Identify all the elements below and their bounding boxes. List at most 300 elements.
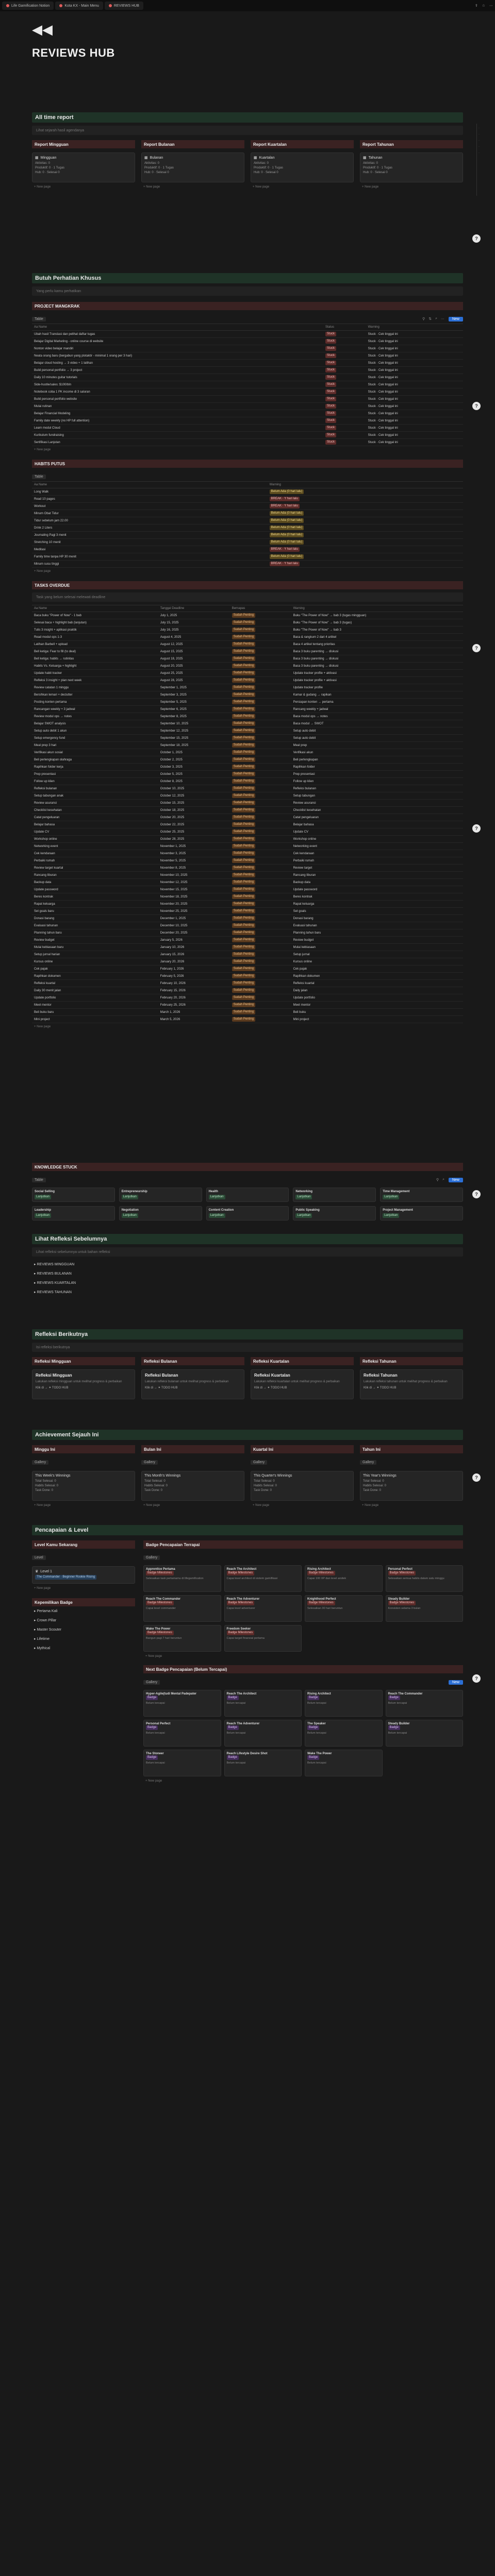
rail-item[interactable]: ·: [478, 127, 480, 130]
table-row[interactable]: [32, 561, 463, 568]
row-name: Belajar Digital Marketing - online course di website: [32, 338, 323, 345]
card-title: Refleksi Bulanan: [145, 1373, 178, 1378]
card-title: Mingguan: [40, 156, 57, 160]
table-row[interactable]: [32, 410, 463, 417]
report-card[interactable]: [32, 152, 135, 182]
toggle-item[interactable]: [32, 1606, 135, 1616]
toggle-label: REVIEWS MINGGUAN: [37, 1263, 75, 1266]
row-warning: Checklist kesehatan: [291, 807, 463, 814]
row-tag-cell: [230, 843, 291, 850]
row-warning: Setup auto debit: [291, 727, 463, 735]
rail-item[interactable]: ·: [478, 151, 480, 155]
toggle-item[interactable]: ▸ REVIEWS KUARTALAN: [34, 1281, 76, 1285]
table-row[interactable]: [32, 634, 463, 641]
badge-card[interactable]: [224, 1595, 302, 1622]
browser-tab[interactable]: [55, 2, 103, 10]
table-row[interactable]: [32, 1016, 463, 1023]
priority-badge: Sudah Penting: [232, 692, 255, 697]
view-tab[interactable]: Table: [32, 474, 46, 479]
row-name: Kursus online: [32, 958, 158, 965]
table-row[interactable]: [32, 612, 463, 619]
table-row[interactable]: [32, 1002, 463, 1009]
star-icon[interactable]: ☆: [482, 4, 485, 8]
table-row[interactable]: [32, 713, 463, 720]
table-row[interactable]: [32, 655, 463, 663]
help-button[interactable]: ?: [472, 234, 481, 243]
new-button[interactable]: New: [449, 317, 463, 321]
table-row[interactable]: [32, 720, 463, 727]
report-card[interactable]: [141, 152, 244, 182]
table-row[interactable]: [32, 648, 463, 655]
row-warning: Networking event: [291, 843, 463, 850]
viewbar: [32, 1458, 135, 1467]
new-button[interactable]: New: [449, 1680, 463, 1685]
column-header[interactable]: Bernapas: [230, 605, 291, 612]
table-row[interactable]: [32, 396, 463, 403]
knowledge-card[interactable]: [32, 1206, 115, 1221]
card-link[interactable]: Klik di → ✦ TODO HUB: [254, 1386, 287, 1390]
view-tab[interactable]: Gallery: [141, 1460, 158, 1465]
achievement-card[interactable]: [141, 1471, 244, 1501]
priority-badge: Sudah Penting: [232, 894, 255, 899]
achievement-card[interactable]: [251, 1471, 354, 1501]
table-row[interactable]: [32, 488, 463, 496]
table-row[interactable]: [32, 496, 463, 503]
search-icon[interactable]: ⌕: [435, 317, 437, 320]
badge-desc: Belum tercapai: [226, 1732, 246, 1735]
row-warning: Verifikasi akun: [291, 749, 463, 756]
knowledge-card[interactable]: [380, 1206, 463, 1221]
browser-tab[interactable]: [2, 2, 54, 10]
new-page-button[interactable]: + New page: [145, 1780, 162, 1783]
table-row[interactable]: [32, 857, 463, 865]
card-link[interactable]: Klik di → ✦ TODO HUB: [145, 1386, 178, 1390]
help-button[interactable]: ?: [472, 1190, 481, 1198]
card-link[interactable]: Klik di → ✦ TODO HUB: [36, 1386, 69, 1390]
table-row[interactable]: [32, 771, 463, 778]
new-button[interactable]: New: [449, 1178, 463, 1182]
table-row[interactable]: [32, 879, 463, 886]
report-card[interactable]: [360, 152, 463, 182]
column-header[interactable]: Warning: [268, 482, 463, 488]
new-page-button[interactable]: + New page: [34, 570, 51, 573]
table-row[interactable]: [32, 886, 463, 893]
table-row[interactable]: [32, 439, 463, 446]
table-row[interactable]: [32, 929, 463, 937]
help-button[interactable]: ?: [472, 1473, 481, 1482]
achievement-card[interactable]: [32, 1471, 135, 1501]
badge-card[interactable]: [305, 1720, 383, 1747]
badge-card[interactable]: [143, 1720, 221, 1747]
priority-badge: Sudah Penting: [232, 1017, 255, 1022]
table-row[interactable]: [32, 331, 463, 338]
table-row[interactable]: [32, 908, 463, 915]
new-page-button[interactable]: + New page: [145, 1655, 162, 1658]
view-tab[interactable]: Gallery: [251, 1460, 267, 1465]
table-row[interactable]: [32, 994, 463, 1002]
badge-card[interactable]: [143, 1595, 221, 1622]
row-tag-cell: [230, 980, 291, 987]
table-row[interactable]: [32, 517, 463, 524]
table-row[interactable]: [32, 836, 463, 843]
page-header: [32, 21, 463, 60]
priority-badge: Sudah Penting: [232, 613, 255, 618]
search-icon[interactable]: ⌕: [442, 1178, 444, 1181]
priority-badge: Sudah Penting: [232, 995, 255, 1000]
badge-card[interactable]: [305, 1565, 383, 1592]
column-header[interactable]: Warning: [366, 324, 463, 331]
badge-card[interactable]: [305, 1595, 383, 1622]
new-page-button[interactable]: + New page: [34, 448, 51, 451]
row-tag-cell: [230, 626, 291, 634]
table-row[interactable]: [32, 843, 463, 850]
badge-card[interactable]: [305, 1690, 383, 1717]
reflection-card[interactable]: [32, 1369, 135, 1399]
table-row[interactable]: [32, 800, 463, 807]
table-row[interactable]: [32, 965, 463, 973]
row-warning: Rapat keluarga: [291, 901, 463, 908]
new-page-button[interactable]: + New page: [143, 185, 160, 189]
level-header: Level Kamu Sekarang: [32, 1540, 135, 1549]
row-name: Tidur sebelum jam 22.00: [32, 517, 268, 524]
priority-badge: Sudah Penting: [232, 873, 255, 877]
table-row[interactable]: [32, 1009, 463, 1016]
new-page-button[interactable]: + New page: [34, 1504, 51, 1507]
help-button[interactable]: ?: [472, 824, 481, 833]
rail-item[interactable]: ·: [478, 139, 480, 142]
table-row[interactable]: [32, 922, 463, 929]
table-row[interactable]: [32, 807, 463, 814]
warning-badge: BREAK · Y hari lalu: [270, 504, 300, 509]
toggle-item[interactable]: [32, 1634, 135, 1643]
reflection-card[interactable]: [141, 1369, 244, 1399]
table-row[interactable]: [32, 532, 463, 539]
column-header[interactable]: Aa Name: [32, 482, 268, 488]
toggle-item[interactable]: [32, 1643, 135, 1653]
column-header[interactable]: Warning: [291, 605, 463, 612]
table-row[interactable]: [32, 865, 463, 872]
row-name: Selesai baca + highlight bab (lanjutan): [32, 619, 158, 626]
column-header[interactable]: Status: [323, 324, 366, 331]
table-row[interactable]: [32, 338, 463, 345]
view-tab[interactable]: Gallery: [360, 1460, 376, 1465]
more-icon[interactable]: ⋯: [489, 4, 493, 8]
help-button[interactable]: ?: [472, 644, 481, 652]
table-row[interactable]: [32, 915, 463, 922]
card-title: Social Selling: [35, 1190, 55, 1193]
table-row[interactable]: [32, 663, 463, 670]
new-page-button[interactable]: + New page: [34, 1025, 51, 1028]
view-tab[interactable]: Level: [32, 1555, 46, 1560]
row-name: Family date weekly (no HP full attention): [32, 417, 323, 425]
status-badge: Stuck: [325, 397, 336, 401]
priority-badge: Sudah Penting: [232, 714, 255, 719]
filter-icon[interactable]: ⚲: [422, 317, 425, 321]
table-row[interactable]: [32, 699, 463, 706]
row-warning: Stuck · Cek tinggal ini: [366, 410, 463, 417]
table-row[interactable]: [32, 539, 463, 546]
new-page-button[interactable]: + New page: [34, 1587, 51, 1590]
table-row[interactable]: [32, 735, 463, 742]
row-name: Workout: [32, 503, 268, 510]
badges-next-header: Next Badge Pencapaian (Belum Tercapai): [143, 1665, 463, 1673]
table-row[interactable]: [32, 706, 463, 713]
row-name: Review asuransi: [32, 800, 158, 807]
knowledge-card[interactable]: [119, 1206, 202, 1221]
row-name: Tulis 3 insight + aplikasi praktik: [32, 626, 158, 634]
help-button[interactable]: ?: [472, 1674, 481, 1683]
table-row[interactable]: [32, 417, 463, 425]
priority-badge: Sudah Penting: [232, 822, 255, 827]
achievement-card[interactable]: [360, 1471, 463, 1501]
knowledge-card[interactable]: [206, 1206, 289, 1221]
card-title: This Week's Winnings: [35, 1474, 71, 1478]
badge-card[interactable]: [224, 1720, 302, 1747]
toggle-item[interactable]: ▸ REVIEWS MINGGUAN: [34, 1263, 75, 1266]
view-tab[interactable]: Gallery: [143, 1555, 160, 1560]
priority-badge: Sudah Penting: [232, 887, 255, 892]
badge-card[interactable]: [143, 1690, 221, 1717]
badge-card[interactable]: [224, 1625, 302, 1652]
warning-badge: Belum Ada (0 hari lalu): [270, 526, 304, 530]
badge-card[interactable]: [143, 1565, 221, 1592]
table-row[interactable]: [32, 785, 463, 792]
priority-badge: Sudah Penting: [232, 974, 255, 978]
row-warning: Refleksi kuartal: [291, 980, 463, 987]
table-row[interactable]: [32, 367, 463, 374]
badge-tag: Badge Milestones: [307, 1601, 335, 1605]
row-tag-cell: [230, 814, 291, 821]
card-title: Level 1: [40, 1569, 52, 1573]
badge-card[interactable]: [386, 1690, 464, 1717]
badge-title: Personal Perfect: [388, 1568, 412, 1571]
view-tab[interactable]: Table: [32, 1178, 46, 1182]
table-row[interactable]: [32, 524, 463, 532]
table-row[interactable]: [32, 814, 463, 821]
column-header: Refleksi Mingguan: [32, 1357, 135, 1365]
knowledge-card[interactable]: [293, 1206, 376, 1221]
new-page-button[interactable]: + New page: [253, 185, 270, 189]
row-name: Beli perlengkapan olahraga: [32, 756, 158, 764]
table-row[interactable]: [32, 951, 463, 958]
row-tag-cell: [230, 742, 291, 749]
rail-item[interactable]: ·: [478, 133, 480, 136]
status-badge: Stuck: [325, 440, 336, 445]
toggle-item[interactable]: ▸ REVIEWS BULANAN: [34, 1272, 72, 1276]
table-row[interactable]: [32, 893, 463, 901]
badge-title: Reach The Adventurer: [226, 1722, 260, 1725]
share-icon[interactable]: ⇪: [474, 4, 478, 8]
row-name: Belajar cloud hosting → 3 video + 1 latihan: [32, 360, 323, 367]
row-date: July 16, 2025: [158, 626, 230, 634]
new-page-button[interactable]: + New page: [362, 185, 379, 189]
badge-desc: Belum tercapai: [226, 1702, 246, 1705]
row-warning-cell: [268, 561, 463, 568]
table-row[interactable]: [32, 403, 463, 410]
toggle-item[interactable]: [32, 1625, 135, 1634]
column-header[interactable]: Aa Name: [32, 605, 158, 612]
toggle-item[interactable]: ▸ REVIEWS TAHUNAN: [34, 1291, 72, 1294]
card-link[interactable]: Klik di → ✦ TODO HUB: [364, 1386, 397, 1390]
row-warning: Review target: [291, 865, 463, 872]
column-header[interactable]: Tanggal Deadline: [158, 605, 230, 612]
row-name: Mulai kebiasaan baru: [32, 944, 158, 951]
table-row[interactable]: [32, 987, 463, 994]
row-name: Follow up klien: [32, 778, 158, 785]
row-warning: Catat pengeluaran: [291, 814, 463, 821]
priority-badge: Sudah Penting: [232, 815, 255, 820]
row-tag-cell: [230, 655, 291, 663]
table-row[interactable]: [32, 670, 463, 677]
badge-title: Wake The Power: [307, 1752, 332, 1755]
table-row[interactable]: [32, 503, 463, 510]
table-row[interactable]: [32, 792, 463, 800]
new-page-button[interactable]: + New page: [143, 1504, 160, 1507]
view-tab[interactable]: Table: [32, 317, 46, 321]
table-row[interactable]: [32, 352, 463, 360]
row-warning: Baca & rangkum 2 dari 4 artikel: [291, 634, 463, 641]
row-name: Learn modul Cloud: [32, 425, 323, 432]
table-row[interactable]: [32, 742, 463, 749]
row-warning: Stuck · Cek tinggal ini: [366, 432, 463, 439]
badge-card[interactable]: [143, 1750, 221, 1776]
row-date: September 8, 2025: [158, 713, 230, 720]
table-row[interactable]: [32, 749, 463, 756]
badge-card[interactable]: [386, 1565, 464, 1592]
row-name: Belajar bahasa: [32, 821, 158, 828]
table-row[interactable]: [32, 691, 463, 699]
row-name: Refleksi kuartal: [32, 980, 158, 987]
card-lines: [35, 1479, 132, 1493]
table-row[interactable]: [32, 973, 463, 980]
table-row[interactable]: [32, 546, 463, 553]
knowledge-card[interactable]: [380, 1188, 463, 1202]
table-row[interactable]: [32, 641, 463, 648]
badge-card[interactable]: [386, 1720, 464, 1747]
column-header: Tahun Ini: [360, 1445, 463, 1453]
table-row[interactable]: [32, 901, 463, 908]
table-row[interactable]: [32, 374, 463, 381]
priority-badge: Sudah Penting: [232, 700, 255, 704]
project-table: [32, 324, 463, 446]
table-row[interactable]: [32, 828, 463, 836]
warning-badge: BREAK · Y hari lalu: [270, 497, 300, 501]
row-warning: Stuck · Cek tinggal ini: [366, 396, 463, 403]
table-row[interactable]: [32, 619, 463, 626]
table-row[interactable]: [32, 944, 463, 951]
badge-card[interactable]: [386, 1595, 464, 1622]
row-date: October 15, 2025: [158, 800, 230, 807]
view-tab[interactable]: Gallery: [143, 1680, 160, 1685]
view-tab[interactable]: Gallery: [32, 1460, 48, 1465]
table-row[interactable]: [32, 553, 463, 561]
section-quote: Lihat refleksi sebelumnya untuk bahan refleksi: [32, 1247, 463, 1257]
side-rail: [476, 124, 484, 196]
help-button[interactable]: ?: [472, 402, 481, 410]
table-row[interactable]: [32, 756, 463, 764]
row-date: January 20, 2026: [158, 958, 230, 965]
row-date: December 10, 2025: [158, 922, 230, 929]
priority-badge: Sudah Penting: [232, 642, 255, 647]
knowledge-card[interactable]: [32, 1188, 115, 1202]
new-page-button[interactable]: + New page: [253, 1504, 270, 1507]
table-row[interactable]: [32, 958, 463, 965]
row-warning: Review budget: [291, 937, 463, 944]
badge-card[interactable]: [224, 1690, 302, 1717]
level-card[interactable]: [32, 1566, 135, 1584]
table-row[interactable]: [32, 764, 463, 771]
filter-icon[interactable]: ⚲: [436, 1178, 439, 1182]
browser-tab[interactable]: [105, 2, 143, 10]
table-row[interactable]: [32, 821, 463, 828]
reflection-card[interactable]: [360, 1369, 463, 1399]
table-row[interactable]: [32, 360, 463, 367]
row-tag-cell: [230, 684, 291, 691]
table-row[interactable]: [32, 778, 463, 785]
table-row[interactable]: [32, 388, 463, 396]
priority-badge: Sudah Penting: [232, 866, 255, 870]
table-row[interactable]: [32, 425, 463, 432]
achievement-column: [141, 1445, 244, 1507]
row-name: Meal prep 3 hari: [32, 742, 158, 749]
row-warning: Meal prep: [291, 742, 463, 749]
badge-card[interactable]: [224, 1565, 302, 1592]
knowledge-card[interactable]: [206, 1188, 289, 1202]
knowledge-card[interactable]: [119, 1188, 202, 1202]
row-date: August 20, 2025: [158, 663, 230, 670]
row-name: Rapat keluarga: [32, 901, 158, 908]
table-row[interactable]: [32, 381, 463, 388]
toggle-label: Crown Pillar: [37, 1619, 57, 1622]
table-row[interactable]: [32, 850, 463, 857]
table-row[interactable]: [32, 510, 463, 517]
row-name: Nonton video belajar mandiri: [32, 345, 323, 352]
card-line: Habits Selesai: 0: [35, 1484, 59, 1487]
more-icon[interactable]: ⋯: [440, 317, 444, 321]
table-row[interactable]: [32, 684, 463, 691]
priority-badge: Sudah Penting: [232, 837, 255, 841]
badge-card[interactable]: [305, 1750, 383, 1776]
badge-card[interactable]: [143, 1625, 221, 1652]
row-date: October 12, 2025: [158, 792, 230, 800]
table-row[interactable]: [32, 980, 463, 987]
badge-tag: Badge Milestones: [146, 1601, 174, 1605]
table-row[interactable]: [32, 677, 463, 684]
row-date: December 1, 2025: [158, 915, 230, 922]
toggle-item[interactable]: [32, 1616, 135, 1625]
report-card[interactable]: [251, 152, 354, 182]
table-row[interactable]: [32, 345, 463, 352]
column-header[interactable]: Aa Name: [32, 324, 323, 331]
row-name: Rapihkan folder kerja: [32, 764, 158, 771]
table-row[interactable]: [32, 626, 463, 634]
sort-icon[interactable]: ⇅: [428, 317, 432, 321]
table-row[interactable]: [32, 872, 463, 879]
badge-card[interactable]: [224, 1750, 302, 1776]
table-row[interactable]: [32, 727, 463, 735]
knowledge-card[interactable]: [293, 1188, 376, 1202]
row-date: November 15, 2025: [158, 886, 230, 893]
card-line: Habits Selesai: 0: [144, 1484, 168, 1487]
new-page-button[interactable]: + New page: [362, 1504, 379, 1507]
table-row[interactable]: [32, 937, 463, 944]
row-warning: Buku "The Power of Now" → bab 3: [291, 626, 463, 634]
new-page-button[interactable]: + New page: [34, 185, 51, 189]
table-row[interactable]: [32, 432, 463, 439]
rail-item[interactable]: ·: [478, 145, 480, 148]
reflection-card[interactable]: [251, 1369, 354, 1399]
badge-tag: Badge: [146, 1696, 158, 1700]
